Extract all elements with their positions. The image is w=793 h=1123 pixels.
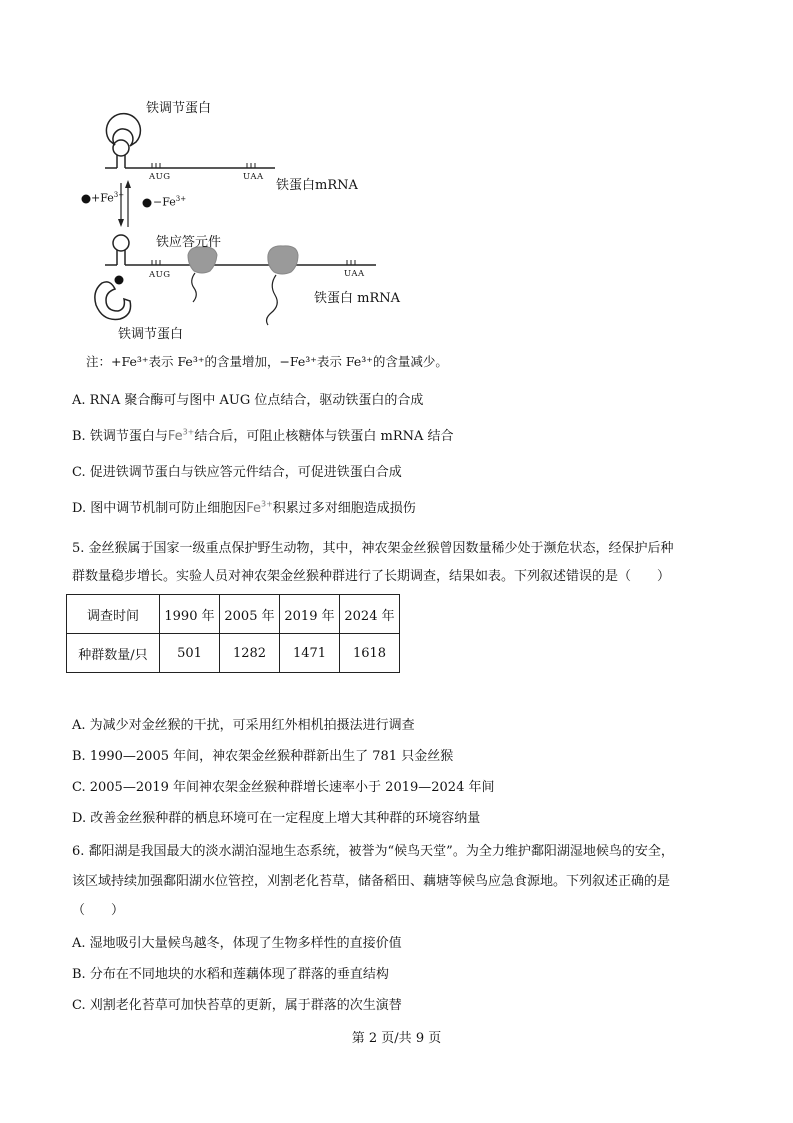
q5-option-a: A. 为减少对金丝猴的干扰，可采用红外相机拍摄法进行调查 — [72, 718, 415, 733]
label-regulator-bottom: 铁调节蛋白 — [118, 327, 184, 342]
bound-fe-dot — [115, 276, 124, 285]
q6-stem-line1: 6. 鄱阳湖是我国最大的淡水湖泊湿地生态系统，被誉为“候鸟天堂”。为全力维护鄱阳湖湿地候鸟的安全， — [72, 844, 674, 859]
up-arrow — [125, 180, 131, 188]
label-aug-bottom: AUG — [149, 270, 171, 280]
label-mrna-top: 铁蛋白mRNA — [276, 178, 358, 193]
peptide-chain-2 — [267, 275, 278, 325]
table-cell: 501 — [160, 634, 220, 673]
iron-regulation-diagram — [70, 85, 400, 350]
table-header-cell: 2019 年 — [280, 595, 340, 634]
label-mrna-bottom: 铁蛋白 mRNA — [314, 291, 401, 306]
table-row — [67, 634, 400, 673]
bottom-regulator-protein — [95, 282, 131, 320]
q4-option-a: A. RNA 聚合酶可与图中 AUG 位点结合，驱动铁蛋白的合成 — [72, 393, 424, 408]
ribosome-2 — [268, 246, 298, 274]
diagram-graphics — [70, 85, 400, 350]
bottom-stem-loop — [113, 235, 129, 251]
label-ire: 铁应答元件 — [156, 235, 222, 250]
q6-option-b: B. 分布在不同地块的水稻和莲藕体现了群落的垂直结构 — [72, 967, 389, 982]
table-cell: 1618 — [340, 634, 400, 673]
q5-option-d: D. 改善金丝猴种群的栖息环境可在一定程度上增大其种群的环境容纳量 — [72, 811, 481, 826]
top-stem-loop — [113, 140, 129, 156]
diagram-note: 注：+Fe³⁺表示 Fe³⁺的含量增加，−Fe³⁺表示 Fe³⁺的含量减少。 — [86, 354, 448, 369]
label-uaa-top: UAA — [243, 172, 264, 182]
table-header-row — [67, 595, 400, 634]
fe-dot-plus — [82, 195, 91, 204]
table-header-cell: 2005 年 — [220, 595, 280, 634]
q4-option-d: D. 图中调节机制可防止细胞因$Fe^{3+}$积累过多对细胞造成损伤 — [72, 499, 416, 516]
table-cell: 1282 — [220, 634, 280, 673]
table-cell: 种群数量/只 — [67, 634, 160, 673]
q4-option-b: B. 铁调节蛋白与$Fe^{3+}$结合后，可阻止核糖体与铁蛋白 mRNA 结合 — [72, 427, 454, 444]
table-header-cell: 2024 年 — [340, 595, 400, 634]
label-regulator-top: 铁调节蛋白 — [146, 101, 212, 116]
population-table — [66, 594, 400, 673]
fe-dot-minus — [143, 199, 152, 208]
q6-stem-line3: （ ） — [72, 903, 125, 918]
q6-stem-line2: 该区域持续加强鄱阳湖水位管控，刈割老化苔草，储备稻田、藕塘等候鸟应急食源地。下列叙述正确的是 — [72, 874, 671, 889]
label-plus-fe: $+Fe^{3+}$ — [91, 191, 125, 205]
peptide-chain-1 — [192, 273, 197, 302]
label-uaa-bottom: UAA — [344, 269, 365, 279]
q5-stem-line1: 5. 金丝猴属于国家一级重点保护野生动物，其中，神农架金丝猴曾因数量稀少处于濒危状态，经保护后种 — [72, 541, 674, 556]
q4-option-c: C. 促进铁调节蛋白与铁应答元件结合，可促进铁蛋白合成 — [72, 465, 402, 480]
label-minus-fe: $-Fe^{3+}$ — [153, 195, 187, 209]
q5-option-b: B. 1990—2005 年间，神农架金丝猴种群新出生了 781 只金丝猴 — [72, 749, 454, 764]
table-header-cell: 调查时间 — [67, 595, 160, 634]
q6-option-c: C. 刈割老化苔草可加快苔草的更新，属于群落的次生演替 — [72, 998, 402, 1013]
q6-option-a: A. 湿地吸引大量候鸟越冬，体现了生物多样性的直接价值 — [72, 936, 402, 951]
q5-stem-line2: 群数量稳步增长。实验人员对神农架金丝猴种群进行了长期调查，结果如表。下列叙述错误的是（ ） — [72, 569, 671, 584]
label-aug-top: AUG — [149, 172, 171, 182]
table-cell: 1471 — [280, 634, 340, 673]
ribosome-1 — [188, 247, 217, 273]
q5-option-c: C. 2005—2019 年间神农架金丝猴种群增长速率小于 2019—2024 年间 — [72, 780, 495, 795]
table-header-cell: 1990 年 — [160, 595, 220, 634]
page-footer: 第 2 页/共 9 页 — [351, 1031, 442, 1046]
down-arrow — [118, 219, 124, 227]
